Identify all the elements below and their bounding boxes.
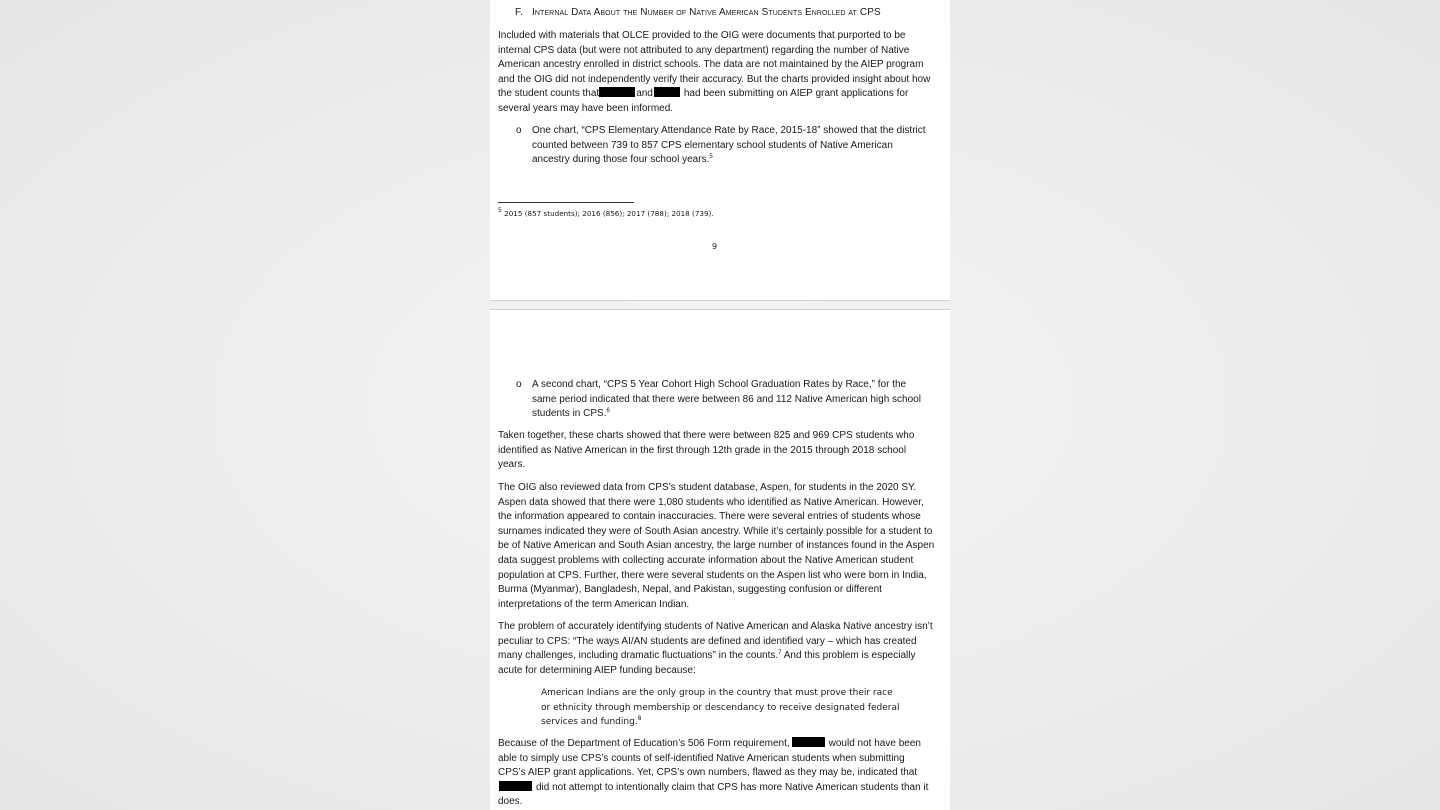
section-letter: F.	[515, 7, 523, 18]
footnote-ref[interactable]: 7	[778, 650, 782, 657]
footnote-ref[interactable]: 8	[637, 715, 642, 723]
footnote	[498, 209, 714, 218]
paragraph-text: had been submitting on AIEP grant applications for several years may have been informed.	[498, 88, 909, 114]
paragraph-text: did not attempt to intentionally claim that CPS has more Native American students than it does.	[498, 781, 929, 808]
paragraph-text: Included with materials that OLCE provided to the OIG were documents that purported to be internal CPS data (but were not attributed to any department) regarding the number of Native American ancestry enrolled in district schools. The data are not maintained by the AIEP program and the OIG did not independently verify their accuracy. But the charts provided insight about how the student counts that	[498, 30, 931, 100]
bullet-text: One chart, “CPS Elementary Attendance Rate by Race, 2015-18” showed that the district counted between 739 to 857 CPS elementary school students of Native American ancestry during those four school years.	[532, 125, 926, 166]
section-heading	[515, 7, 881, 18]
paragraph-506-form	[498, 737, 930, 810]
bullet-elementary-chart	[532, 124, 930, 168]
paragraph-taken-together: Taken together, these charts showed that there were between 825 and 969 CPS students who identified as Native American in the first through 12th grade in the 2015 through 2018 school years.	[498, 430, 915, 471]
paragraph-text: and	[636, 88, 653, 100]
paragraph-text: The problem of accurately identifying students of Native American and Alaska Native ancestry isn’t peculiar to CPS: “The ways AI/AN students are defined and identified vary – which has created many challenges, including dramatic fluctuations” in the counts.	[498, 621, 933, 662]
paragraph-internal-data	[498, 29, 936, 117]
bullet-graduation-chart	[532, 378, 932, 422]
paragraph-identification-problem	[498, 620, 940, 678]
paragraph-text: would not have been able to simply use CPS’s counts of self-identified Native American students when submitting CPS’s AIEP grant applications. Yet, CPS’s own numbers, flawed as they may be, indicated that	[498, 738, 921, 779]
footnote-ref[interactable]: 5	[709, 154, 713, 161]
bullet-marker: o	[516, 379, 522, 390]
paragraph-text: And this problem is especially acute for determining AIEP funding because:	[498, 650, 916, 676]
paragraph-text: Because of the Department of Education’s 506 Form requirement,	[498, 738, 790, 749]
page-number: 9	[712, 242, 718, 251]
footnote-mark: 5	[498, 207, 502, 214]
redaction-block	[499, 781, 532, 791]
redaction-block	[792, 737, 825, 747]
footnote-ref[interactable]: 6	[606, 408, 610, 415]
footnote-divider	[498, 202, 634, 203]
document-page-9	[490, 0, 950, 301]
block-quote	[541, 686, 901, 730]
quote-text: American Indians are the only group in the country that must prove their race or ethnicity through membership or descendancy to receive designated federal services and funding.	[541, 688, 900, 728]
bullet-text: A second chart, “CPS 5 Year Cohort High School Graduation Rates by Race,” for the same period indicated that there were between 86 and 112 Native American high school students in CPS.	[532, 379, 921, 420]
footnote-text: 2015 (857 students); 2016 (856); 2017 (788); 2018 (739).	[504, 209, 714, 218]
document-page-10	[490, 309, 950, 810]
paragraph-aspen-review: The OIG also reviewed data from CPS’s student database, Aspen, for students in the 2020 SY. Aspen data showed that there were 1,080 students who identified as Native American. However, the information appeared to contain inaccuracies. There were several entries of students whose surnames indicated they were of South Asian ancestry. While it’s certainly possible for a student to be of Native American and South Asian ancestry, the large number of instances found in the Aspen data suggest problems with collecting accurate information about the Native American student population at CPS. Further, there were several students on the Aspen list who were born in India, Burma (Myanmar), Bangladesh, Nepal, and Pakistan, suggesting confusion or different interpretations of the term American Indian.	[498, 482, 935, 610]
redaction-block	[599, 87, 635, 97]
bullet-marker: o	[516, 125, 522, 136]
section-title: Internal Data About the Number of Native American Students Enrolled at CPS	[531, 7, 881, 18]
redaction-block	[654, 87, 680, 97]
